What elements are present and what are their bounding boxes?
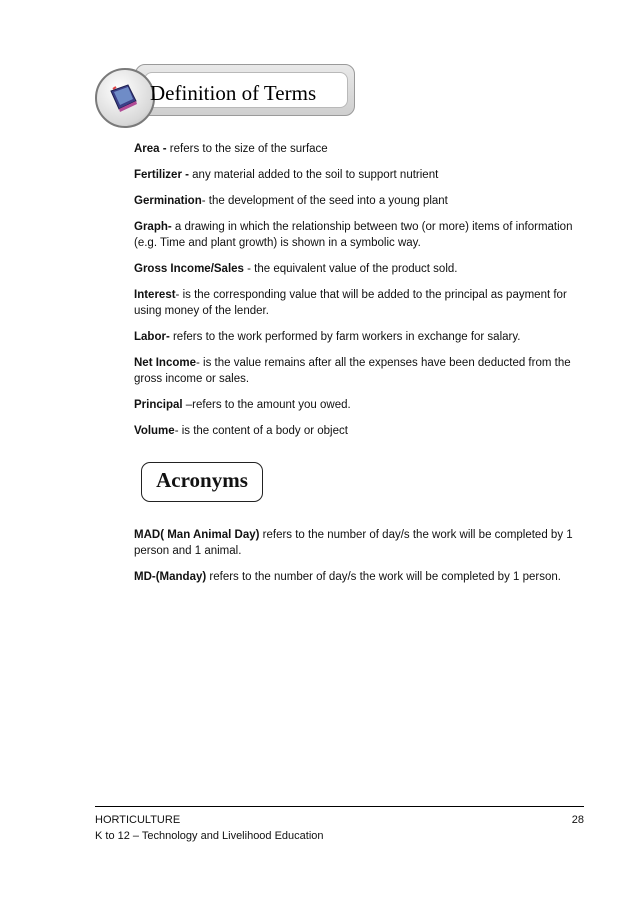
definition-item: Principal –refers to the amount you owed. <box>134 399 351 411</box>
acronym-item: MAD( Man Animal Day) refers to the number of day/s the work will be completed by 1 person and 1 animal. <box>134 529 573 557</box>
book-icon <box>104 79 142 117</box>
definition-item: Fertilizer - any material added to the soil to support nutrient <box>134 169 439 181</box>
acronyms-title: Acronyms <box>156 468 248 492</box>
definition-item: Net Income- is the value remains after all the expenses have been deducted from the gross income or sales. <box>134 357 571 385</box>
section-header-badge <box>95 60 357 132</box>
definition-item: Graph- a drawing in which the relationship between two (or more) items of information (e.g. Time and plant growth) is shown in a symbolic way. <box>134 221 573 249</box>
footer-course: K to 12 – Technology and Livelihood Education <box>95 830 324 842</box>
footer-divider <box>95 806 584 807</box>
footer-subject: HORTICULTURE <box>95 814 181 826</box>
header-icon-circle <box>95 68 155 128</box>
definition-item: Gross Income/Sales - the equivalent value of the product sold. <box>134 263 458 275</box>
page-number: 28 <box>571 814 584 826</box>
section-title: Definition of Terms <box>150 81 317 105</box>
definition-item: Labor- refers to the work performed by farm workers in exchange for salary. <box>134 331 521 343</box>
page-footer <box>95 812 584 844</box>
acronyms-list <box>134 527 582 595</box>
definition-item: Germination- the development of the seed into a young plant <box>134 195 448 207</box>
definitions-list <box>134 141 582 449</box>
acronyms-heading-box <box>141 462 263 502</box>
acronym-item: MD-(Manday) refers to the number of day/s the work will be completed by 1 person. <box>134 571 561 583</box>
definition-item: Interest- is the corresponding value that will be added to the principal as payment for using money of the lender. <box>134 289 567 317</box>
definition-item: Volume- is the content of a body or object <box>134 425 348 437</box>
definition-item: Area - refers to the size of the surface <box>134 143 328 155</box>
